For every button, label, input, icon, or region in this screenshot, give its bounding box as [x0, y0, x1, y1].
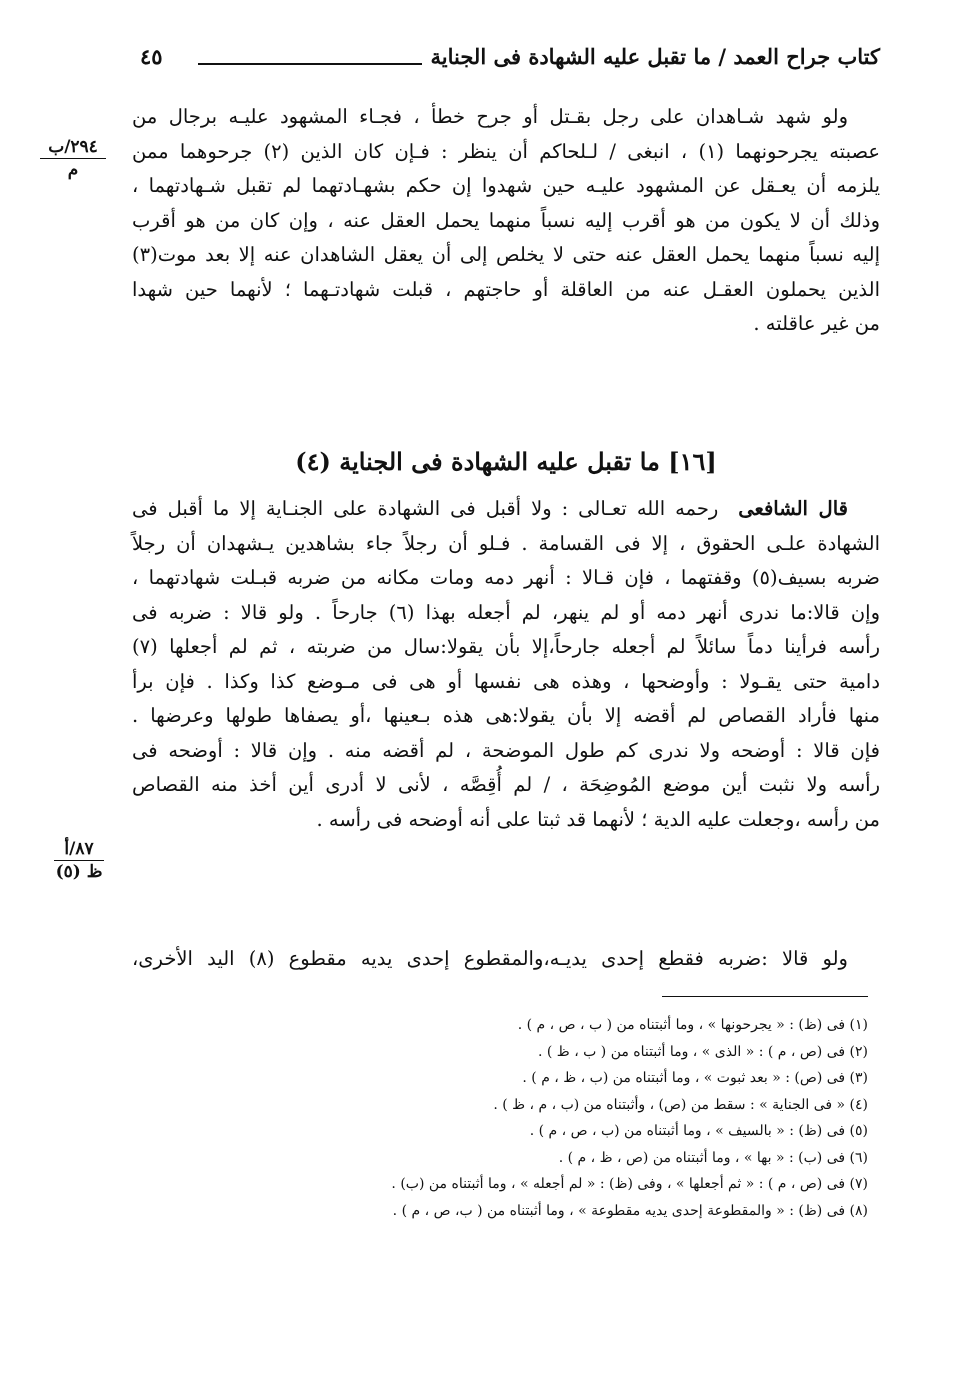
footnote: (٨) فى (ظ) : « والمقطوعة إحدى يديه مقطوعة » ، وما أثبتناه من ( ب، ص ، م ) .	[392, 1202, 868, 1219]
page-header	[140, 44, 880, 78]
footnote: (٣) فى (ص) : « بعد ثبوت » ، وما أثبتناه من (ب ، ظ ، م ) .	[522, 1070, 868, 1086]
text-line: رأسه فرأينا دماً سائلاً لم أجعله جارحاً،إلا بأن يقولا:سال من ضربته ، ثم لم أجعلها (٧)	[132, 635, 880, 658]
margin-note-folio: ٢٩٤/ب	[40, 136, 106, 159]
margin-note-folio-2	[54, 838, 104, 883]
text-line: منها فأراد القصاص لم أقضه إلا بأن يقولا:هى هذه بـعينها ،أو يصفاها طولها وعرضها .	[132, 704, 880, 727]
running-title: كتاب جراح العمد / ما تقبل عليه الشهادة فى الجناية	[430, 44, 880, 69]
text-line: ولو قالا :ضربه فقطع إحدى يديـه،والمقطوع إحدى يديه مقطوع (٨) اليد الأخرى،	[132, 947, 848, 970]
margin-note-manuscript: م	[67, 160, 79, 180]
text-line: فإن قالا : أوضحه ولا ندرى كم طول الموضحة ، لم أقضه منه . وإن قالا : أوضحه فى	[132, 738, 880, 762]
text-line: الشهادة علـى الحقوق ، إلا فى القسامة . فـلو أن رجلاً جاء بشاهدين يـشهدان أن رجلاً	[132, 531, 880, 555]
text-line: وإن قالا:ما ندرى أنهر دمه أو لم ينهر، لم أجعله بهذا (٦) جارحاً . ولو قالا : ضربه فى	[132, 600, 880, 624]
margin-note-folio-1	[40, 136, 106, 181]
footnote: (٦) فى (ب) : « بها » ، وما أثبتناه من (ص ، ظ ، م ) .	[558, 1149, 868, 1166]
footnote: (٤) « فى الجناية » : سقط من (ص) ، وأثبتناه من (ب ، م ، ظ ) .	[493, 1096, 868, 1113]
text-line-first	[132, 492, 880, 527]
speaker-lead: قال الشافعى	[738, 497, 848, 520]
text-line: إليه نسباً منهما يحمل العقل عنه حتى لا يخلص إلى أن يعقل الشاهدان عنه إلا بعد موت(٣)	[132, 243, 880, 266]
margin-note-folio: ٨٧/أ	[54, 838, 104, 861]
footnote: (٥) فى (ظ) : « بالسيف » ، وما أثبتناه من (ب ، ص ، م ) .	[529, 1123, 868, 1139]
page-number: ٤٥	[140, 44, 163, 69]
footnotes	[168, 1012, 868, 1224]
text-line: يلزمه أن يعـقل عن المشهود عليـه حين شهدوا إن حكم بشهـادتهما لم تقبل شـهادتهما ،	[132, 174, 880, 197]
text-line: من رأسه ،وجعلت عليه الدية ؛ لأنهما قد ثبتا على أنه أوضحه فى رأسه .	[316, 807, 880, 831]
paragraph-1	[132, 100, 880, 342]
margin-note-manuscript: ظ (٥)	[55, 862, 103, 882]
text-line: رحمه الله تعـالى : ولا أقبل فى الشهادة على الجنـاية إلا ما أقبل فى	[132, 497, 719, 520]
footnote: (١) فى (ظ) : « يجرحونها » ، وما أثبتناه من ( ب ، ص ، م ) .	[517, 1017, 868, 1033]
header-rule	[198, 63, 422, 65]
text-line: الذين يحملون العقـل عنه من العاقلة أو حاجتهم ، قبلت شهادتـهما ؛ لأنهما حين شهدا	[132, 277, 880, 301]
paragraph-3	[132, 942, 880, 977]
footnote: (٧) فى (ص ، م ) : « ثم أجعلها » ، وفى (ظ) : « لم أجعله » ، وما أثبتناه من (ب) .	[391, 1176, 868, 1192]
footnote-separator	[662, 996, 868, 997]
text-line: ضربه بسيف(٥) وقفتهما ، فإن قـالا : أنهر دمه ومات مكانه من ضربه قبـلت شهادتهما ،	[132, 566, 880, 589]
text-line: من غير عاقلته .	[753, 312, 880, 335]
text-line: وذلك أن لا يكون من هو أقرب إليه نسباً منهما يحمل العقل عنه ، وإن كان من هو أقرب	[132, 208, 880, 232]
section-heading: [١٦] ما تقبل عليه الشهادة فى الجناية (٤)	[295, 447, 717, 476]
footnote: (٢) فى (ص ، م ) : « الذى » ، وما أثبتناه من ( ب ، ظ ) .	[537, 1043, 868, 1060]
text-line: ولو شهد شـاهدان على رجل بقـتل أو جرح خطأ ، فجـاء المشهود عليـه برجال من	[132, 105, 848, 128]
paragraph-2	[132, 492, 880, 837]
text-line: دامية حتى يقـولا : وأوضحها ، وهذه هى نفسها أو هى فى مـوضع كذا وكذا . فإن برأ	[132, 669, 880, 693]
text-line: رأسه ولا نثبت أين موضع المُوضِحَة ، / لم أُقِصَّه ، لأنى لا أدرى أين أخذ منه القصاص	[132, 773, 880, 796]
text-line: عصبته يجرحونهما (١) ، انبغى / لـلحاكم أن ينظر : فـإن كان الذين (٢) جرحوهما ممن	[132, 139, 880, 163]
